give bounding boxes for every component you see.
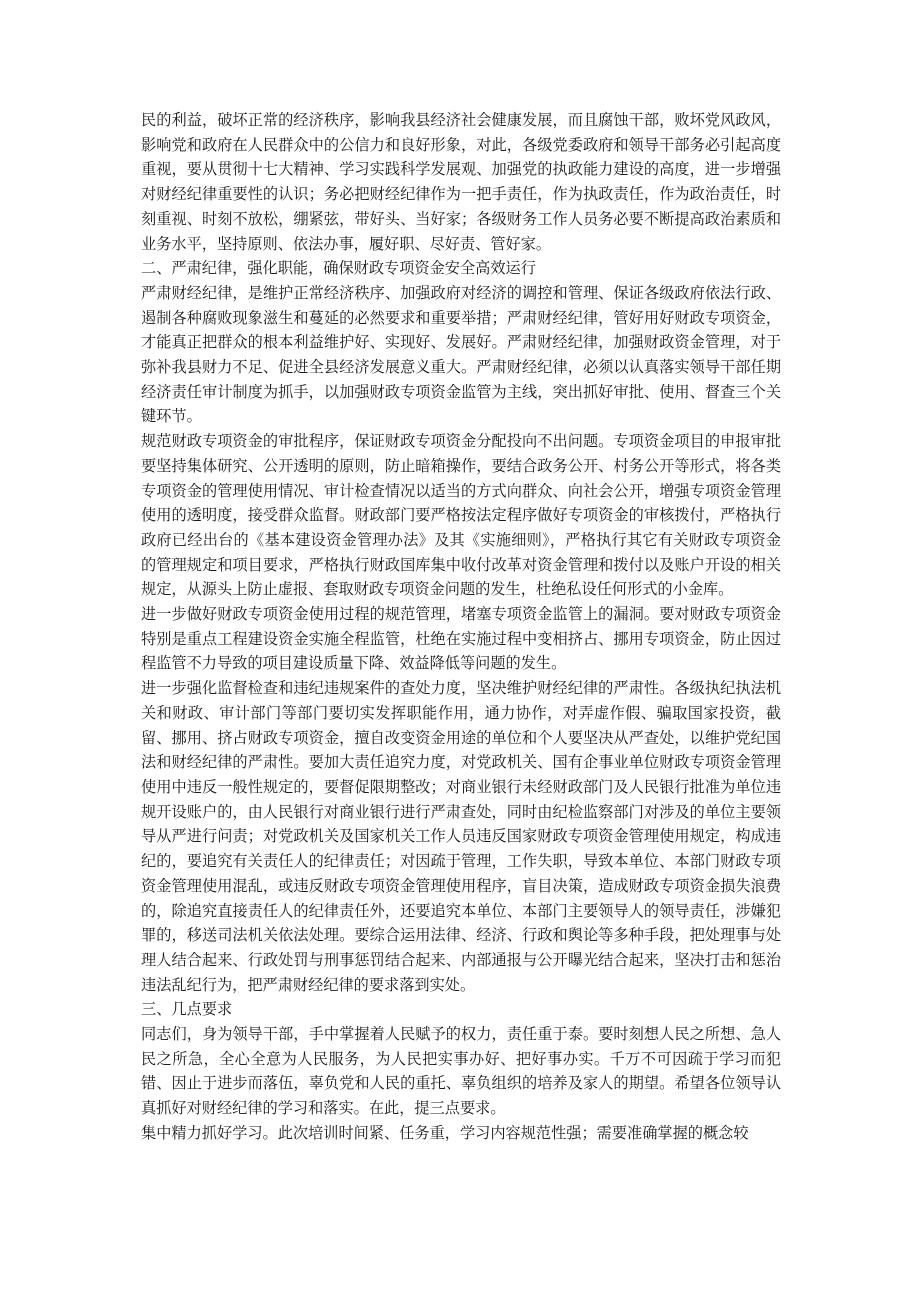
paragraph-3: 规范财政专项资金的审批程序，保证财政专项资金分配投向不出问题。专项资金项目的申报审批要坚持集体研究、公开透明的原则，防止暗箱操作，要结合政务公开、村务公开等形式，将各类专项资金的管理使用情况、审计检查情况以适当的方式向群众、向社会公开，增强专项资金管理使用的透明度，接受群众监督。财政部门要严格按法定程序做好专项资金的审核拨付，严格执行政府已经出台的《基本建设资金管理办法》及其《实施细则》，严格执行其它有关财政专项资金的管理规定和项目要求，严格执行财政国库集中收付改革对资金管理和拨付以及账户开设的相关规定，从源头上防止虚报、套取财政专项资金问题的发生，杜绝私设任何形式的小金库。: [141, 432, 781, 599]
paragraph-4: 进一步做好财政专项资金使用过程的规范管理，堵塞专项资金监管上的漏洞。要对财政专项资金特别是重点工程建设资金实施全程监管，杜绝在实施过程中变相挤占、挪用专项资金，防止因过程监管不力导致的项目建设质量下降、效益降低等问题的发生。: [141, 605, 781, 673]
section-heading-3: 三、几点要求: [141, 1000, 233, 1019]
paragraph-2: 严肃财经纪律，是维护正常经济秩序、加强政府对经济的调控和管理、保证各级政府依法行政、遏制各种腐败现象滋生和蔓延的必然要求和重要举措；严肃财经纪律，管好用好财政专项资金，才能真正把群众的根本利益维护好、实现好、发展好。严肃财经纪律，加强财政资金管理，对于弥补我县财力不足、促进全县经济发展意义重大。严肃财经纪律，必须以认真落实领导干部任期经济责任审计制度为抓手，以加强财政专项资金监管为主线，突出抓好审批、使用、督查三个关键环节。: [141, 283, 781, 426]
paragraph-6: 同志们，身为领导干部，手中掌握着人民赋予的权力，责任重于泰。要时刻想人民之所想、急人民之所急，全心全意为人民服务，为人民把实事办好、把好事办实。千万不可因疏于学习而犯错、因止于进步而落伍，辜负党和人民的重托、辜负组织的培养及家人的期望。希望各位领导认真抓好对财经纪律的学习和落实。在此，提三点要求。: [141, 1025, 781, 1118]
paragraph-7: 集中精力抓好学习。此次培训时间紧、任务重，学习内容规范性强；需要准确掌握的概念较: [141, 1123, 749, 1142]
paragraph-5: 进一步强化监督检查和违纪违规案件的查处力度，坚决维护财经纪律的严肃性。各级执纪执法机关和财政、审计部门等部门要切实发挥职能作用，通力协作，对弄虚作假、骗取国家投资，截留、挪用、挤占财政专项资金，擅自改变资金用途的单位和个人要坚决从严查处，以维护党纪国法和财经纪律的严肃性。要加大责任追究力度，对党政机关、国有企事业单位财政专项资金管理使用中违反一般性规定的，要督促限期整改；对商业银行未经财政部门及人民银行批准为单位违规开设账户的，由人民银行对商业银行进行严肃查处，同时由纪检监察部门对涉及的单位主要领导从严进行问责；对党政机关及国家机关工作人员违反国家财政专项资金管理使用规定，构成违纪的，要追究有关责任人的纪律责任；对因疏于管理，工作失职，导致本单位、本部门财政专项资金管理使用混乱，或违反财政专项资金管理使用程序，盲目决策，造成财政专项资金损失浪费的，除追究直接责任人的纪律责任外，还要追究本单位、本部门主要领导人的领导责任，涉嫌犯罪的，移送司法机关依法处理。要综合运用法律、经济、行政和舆论等多种手段，把处理事与处理人结合起来、行政处罚与刑事惩罚结合起来、内部通报与公开曝光结合起来，坚决打击和惩治违法乱纪行为，把严肃财经纪律的要求落到实处。: [141, 679, 781, 994]
paragraph-1: 民的利益，破坏正常的经济秩序，影响我县经济社会健康发展，而且腐蚀干部，败坏党风政风，影响党和政府在人民群众中的公信力和良好形象，对此，各级党委政府和领导干部务必引起高度重视，要从贯彻十七大精神、学习实践科学发展观、加强党的执政能力建设的高度，进一步增强对财经纪律重要性的认识；务必把财经纪律作为一把手责任，作为执政责任，作为政治责任，时刻重视、时刻不放松，绷紧弦，带好头、当好家；各级财务工作人员务必要不断提高政治素质和业务水平，坚持原则、依法办事，履好职、尽好责、管好家。: [141, 111, 781, 253]
document-body: [141, 108, 781, 1146]
section-heading-2: 二、严肃纪律，强化职能，确保财政专项资金安全高效运行: [141, 259, 536, 278]
